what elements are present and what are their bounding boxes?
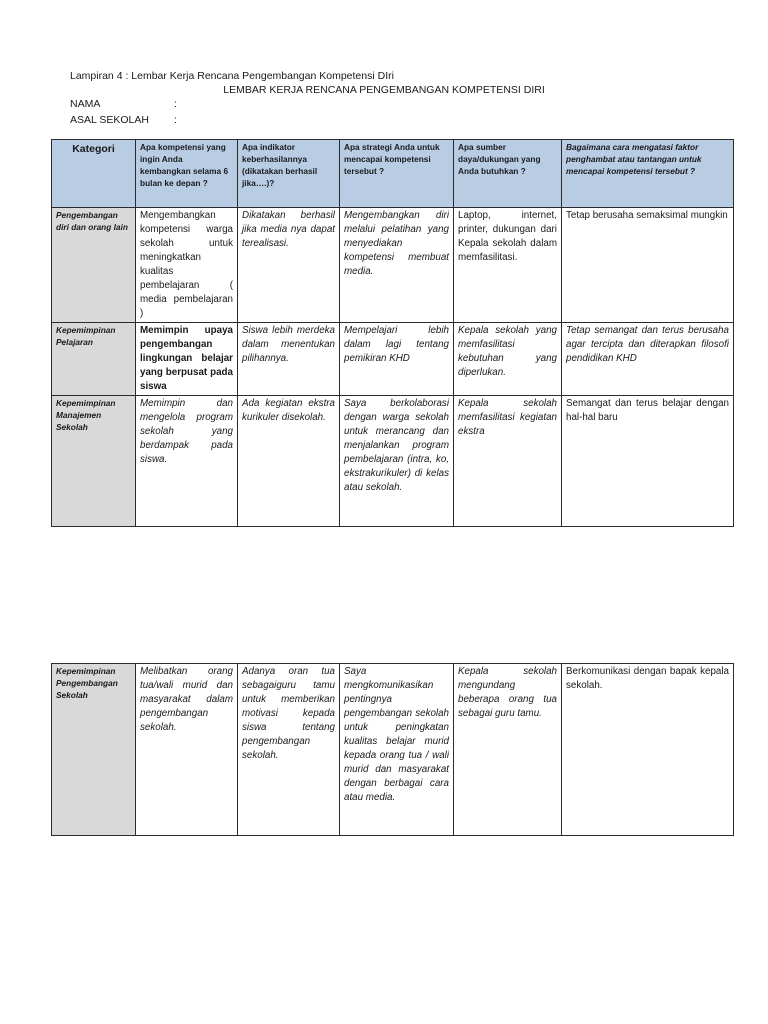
cell-sumber-daya: Kepala sekolah mengundang beberapa orang tua sebagai guru tamu. xyxy=(454,664,562,836)
cell-indikator: Siswa lebih merdeka dalam menentukan pilihannya. xyxy=(238,323,340,396)
field-asal-sekolah-separator: : xyxy=(174,114,177,126)
cell-sumber-daya: Laptop, internet, printer, dukungan dari Kepala sekolah dalam memfasilitasi. xyxy=(454,208,562,323)
header-cara-mengatasi: Bagaimana cara mengatasi faktor penghambat atau tantangan untuk mencapai kompetensi tersebut ? xyxy=(562,140,734,208)
cell-strategi: Saya berkolaborasi dengan warga sekolah untuk merancang dan menjalankan program pembelajaran (intra, ko, ekstrakurikuler) di kelas atau sekolah. xyxy=(340,396,454,527)
header-kompetensi: Apa kompetensi yang ingin Anda kembangkan selama 6 bulan ke depan ? xyxy=(136,140,238,208)
cell-strategi: Mengembangkan diri melalui pelatihan yang menyediakan kompetensi membuat media. xyxy=(340,208,454,323)
cell-kompetensi: Melibatkan orang tua/wali murid dan masyarakat dalam pengembangan sekolah. xyxy=(136,664,238,836)
cell-strategi: Saya mengkomunikasikan pentingnya pengembangan sekolah untuk peningkatan kualitas belajar murid kepada orang tua / wali murid dan masyarakat dengan berbagai cara atau media. xyxy=(340,664,454,836)
cell-cara-mengatasi: Semangat dan terus belajar dengan hal-hal baru xyxy=(562,396,734,527)
document-title: LEMBAR KERJA RENCANA PENGEMBANGAN KOMPETENSI DIRI xyxy=(223,84,545,96)
cell-cara-mengatasi: Berkomunikasi dengan bapak kepala sekolah. xyxy=(562,664,734,836)
field-nama-separator: : xyxy=(174,98,177,110)
cell-indikator: Ada kegiatan ekstra kurikuler disekolah. xyxy=(238,396,340,527)
competency-table xyxy=(51,139,734,527)
cell-indikator: Adanya oran tua sebagaiguru tamu untuk memberikan motivasi kepada siswa tentang pengembangan sekolah. xyxy=(238,664,340,836)
header-kategori: Kategori xyxy=(52,140,136,208)
field-nama-label: NAMA xyxy=(70,98,101,110)
competency-table-continued xyxy=(51,663,734,836)
header-strategi: Apa strategi Anda untuk mencapai kompetensi tersebut ? xyxy=(340,140,454,208)
document-caption: Lampiran 4 : Lembar Kerja Rencana Pengembangan Kompetensi DIri xyxy=(70,70,394,82)
row-category: Pengembangan diri dan orang lain xyxy=(52,208,136,323)
header-sumber-daya: Apa sumber daya/dukungan yang Anda butuhkan ? xyxy=(454,140,562,208)
field-asal-sekolah-label: ASAL SEKOLAH xyxy=(70,114,149,126)
table-row xyxy=(52,396,734,527)
cell-indikator: Dikatakan berhasil jika media nya dapat terealisasi. xyxy=(238,208,340,323)
field-nama xyxy=(70,98,177,110)
table-row xyxy=(52,664,734,836)
cell-cara-mengatasi: Tetap semangat dan terus berusaha agar tercipta dan diterapkan filosofi pendidikan KHD xyxy=(562,323,734,396)
cell-strategi: Mempelajari lebih dalam lagi tentang pemikiran KHD xyxy=(340,323,454,396)
row-category: Kepemimpinan Manajemen Sekolah xyxy=(52,396,136,527)
row-category: Kepemimpinan Pelajaran xyxy=(52,323,136,396)
cell-kompetensi: Memimpin upaya pengembangan lingkungan belajar yang berpusat pada siswa xyxy=(136,323,238,396)
field-asal-sekolah xyxy=(70,114,177,126)
table-row xyxy=(52,323,734,396)
row-category: Kepemimpinan Pengembangan Sekolah xyxy=(52,664,136,836)
cell-kompetensi: Mengembangkan kompetensi warga sekolah untuk meningkatkan kualitas pembelajaran ( media pembelajaran ) xyxy=(136,208,238,323)
cell-sumber-daya: Kepala sekolah memfasilitasi kegiatan ekstra xyxy=(454,396,562,527)
cell-kompetensi: Memimpin dan mengelola program sekolah yang berdampak pada siswa. xyxy=(136,396,238,527)
table-header-row xyxy=(52,140,734,208)
header-indikator: Apa indikator keberhasilannya (dikatakan berhasil jika….)? xyxy=(238,140,340,208)
table-row xyxy=(52,208,734,323)
cell-cara-mengatasi: Tetap berusaha semaksimal mungkin xyxy=(562,208,734,323)
cell-sumber-daya: Kepala sekolah yang memfasilitasi kebutuhan yang diperlukan. xyxy=(454,323,562,396)
